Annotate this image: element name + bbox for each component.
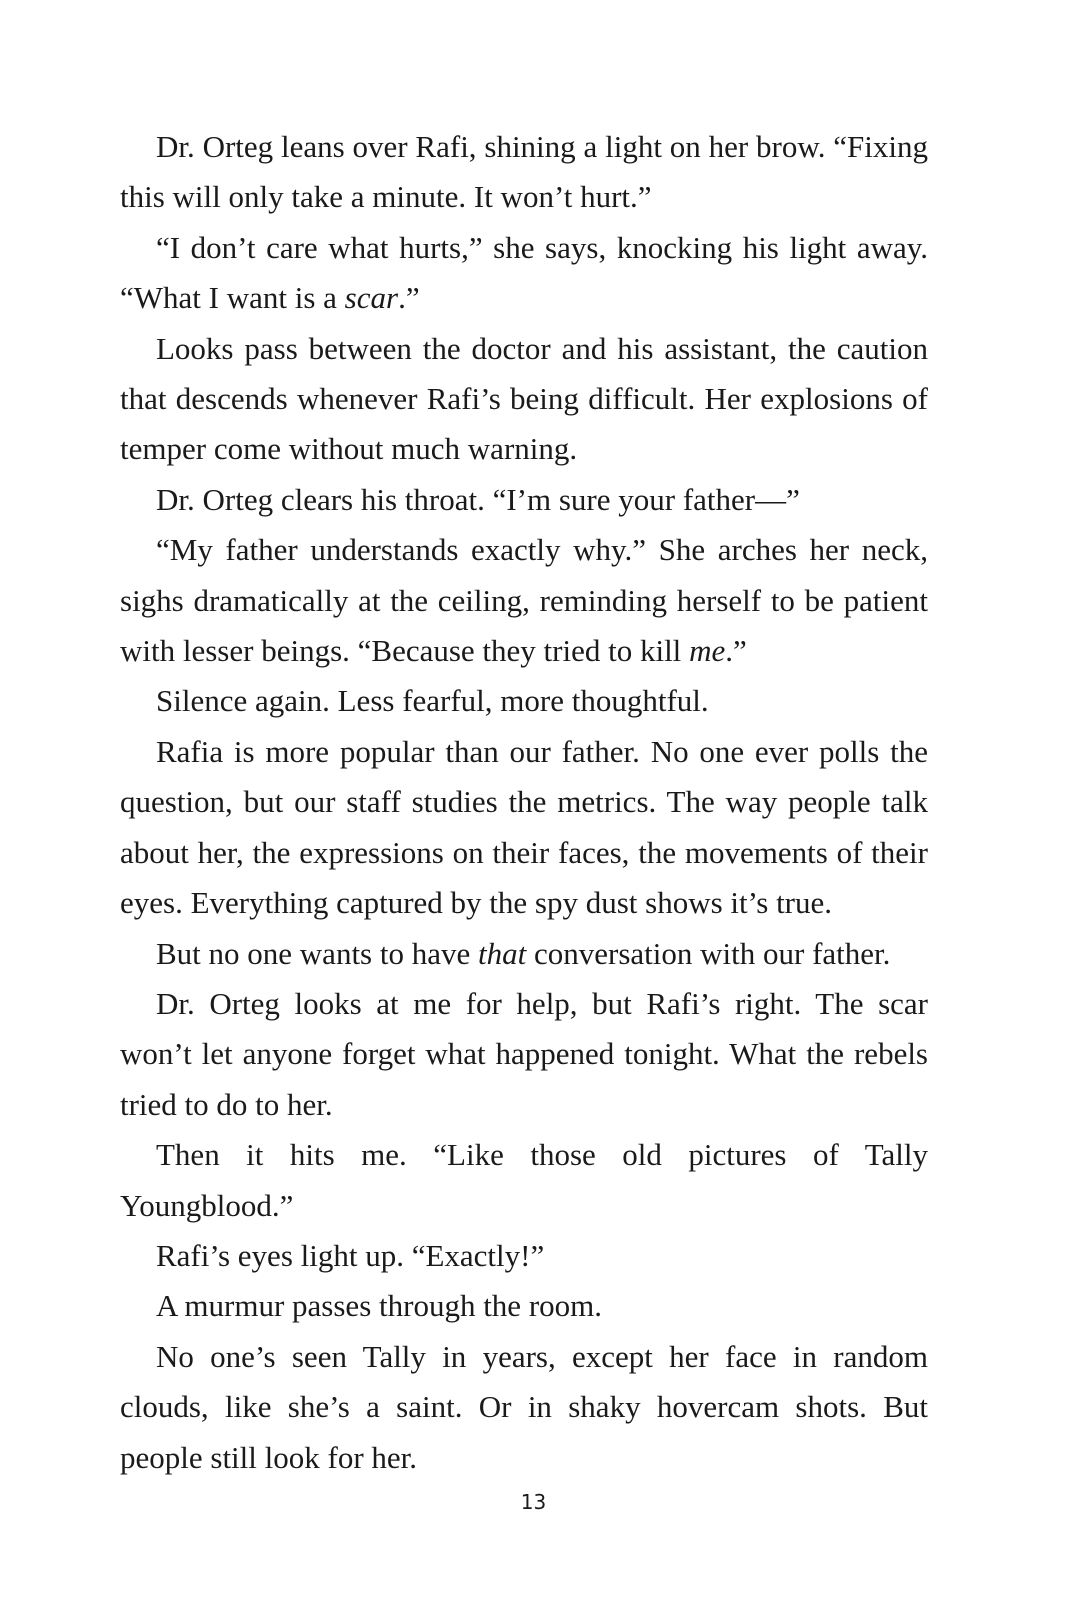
paragraph: Dr. Orteg looks at me for help, but Rafi’s right. The scar won’t let anyone forget what happened tonight. What the rebels tried to do to her. (120, 985, 928, 1122)
paragraph: Silence again. Less fearful, more thoughtful. (156, 683, 709, 719)
paragraph: A murmur passes through the room. (156, 1288, 603, 1324)
emphasis: scar (344, 280, 399, 316)
paragraph: No one’s seen Tally in years, except her face in random clouds, like she’s a saint. Or in shaky hovercam shots. But people still look for her. (120, 1338, 928, 1475)
paragraph: “My father understands exactly why.” She arches her neck, sighs dramatically at the ceiling, reminding herself to be patient with lesser beings. “Because they tried to kill me.” (120, 532, 928, 669)
emphasis: that (478, 935, 527, 971)
paragraph: Dr. Orteg leans over Rafi, shining a light on her brow. “Fixing this will only take a minute. It won’t hurt.” (120, 129, 928, 215)
paragraph: Dr. Orteg clears his throat. “I’m sure your father—” (156, 481, 800, 517)
emphasis: me (689, 633, 726, 669)
body-text (120, 122, 928, 1483)
paragraph: But no one wants to have that conversation with our father. (156, 935, 891, 971)
page-number: 13 (520, 1490, 547, 1514)
paragraph: Rafi’s eyes light up. “Exactly!” (156, 1237, 545, 1273)
paragraph: Looks pass between the doctor and his assistant, the caution that descends whenever Rafi’s being difficult. Her explosions of temper come without much warning. (120, 330, 928, 467)
paragraph: Rafia is more popular than our father. No one ever polls the question, but our staff studies the metrics. The way people talk about her, the expressions on their faces, the movements of their eyes. Everything captured by the spy dust shows it’s true. (120, 733, 928, 921)
paragraph: Then it hits me. “Like those old pictures of Tally Youngblood.” (120, 1137, 928, 1223)
paragraph: “I don’t care what hurts,” she says, knocking his light away. “What I want is a scar.” (120, 229, 928, 316)
